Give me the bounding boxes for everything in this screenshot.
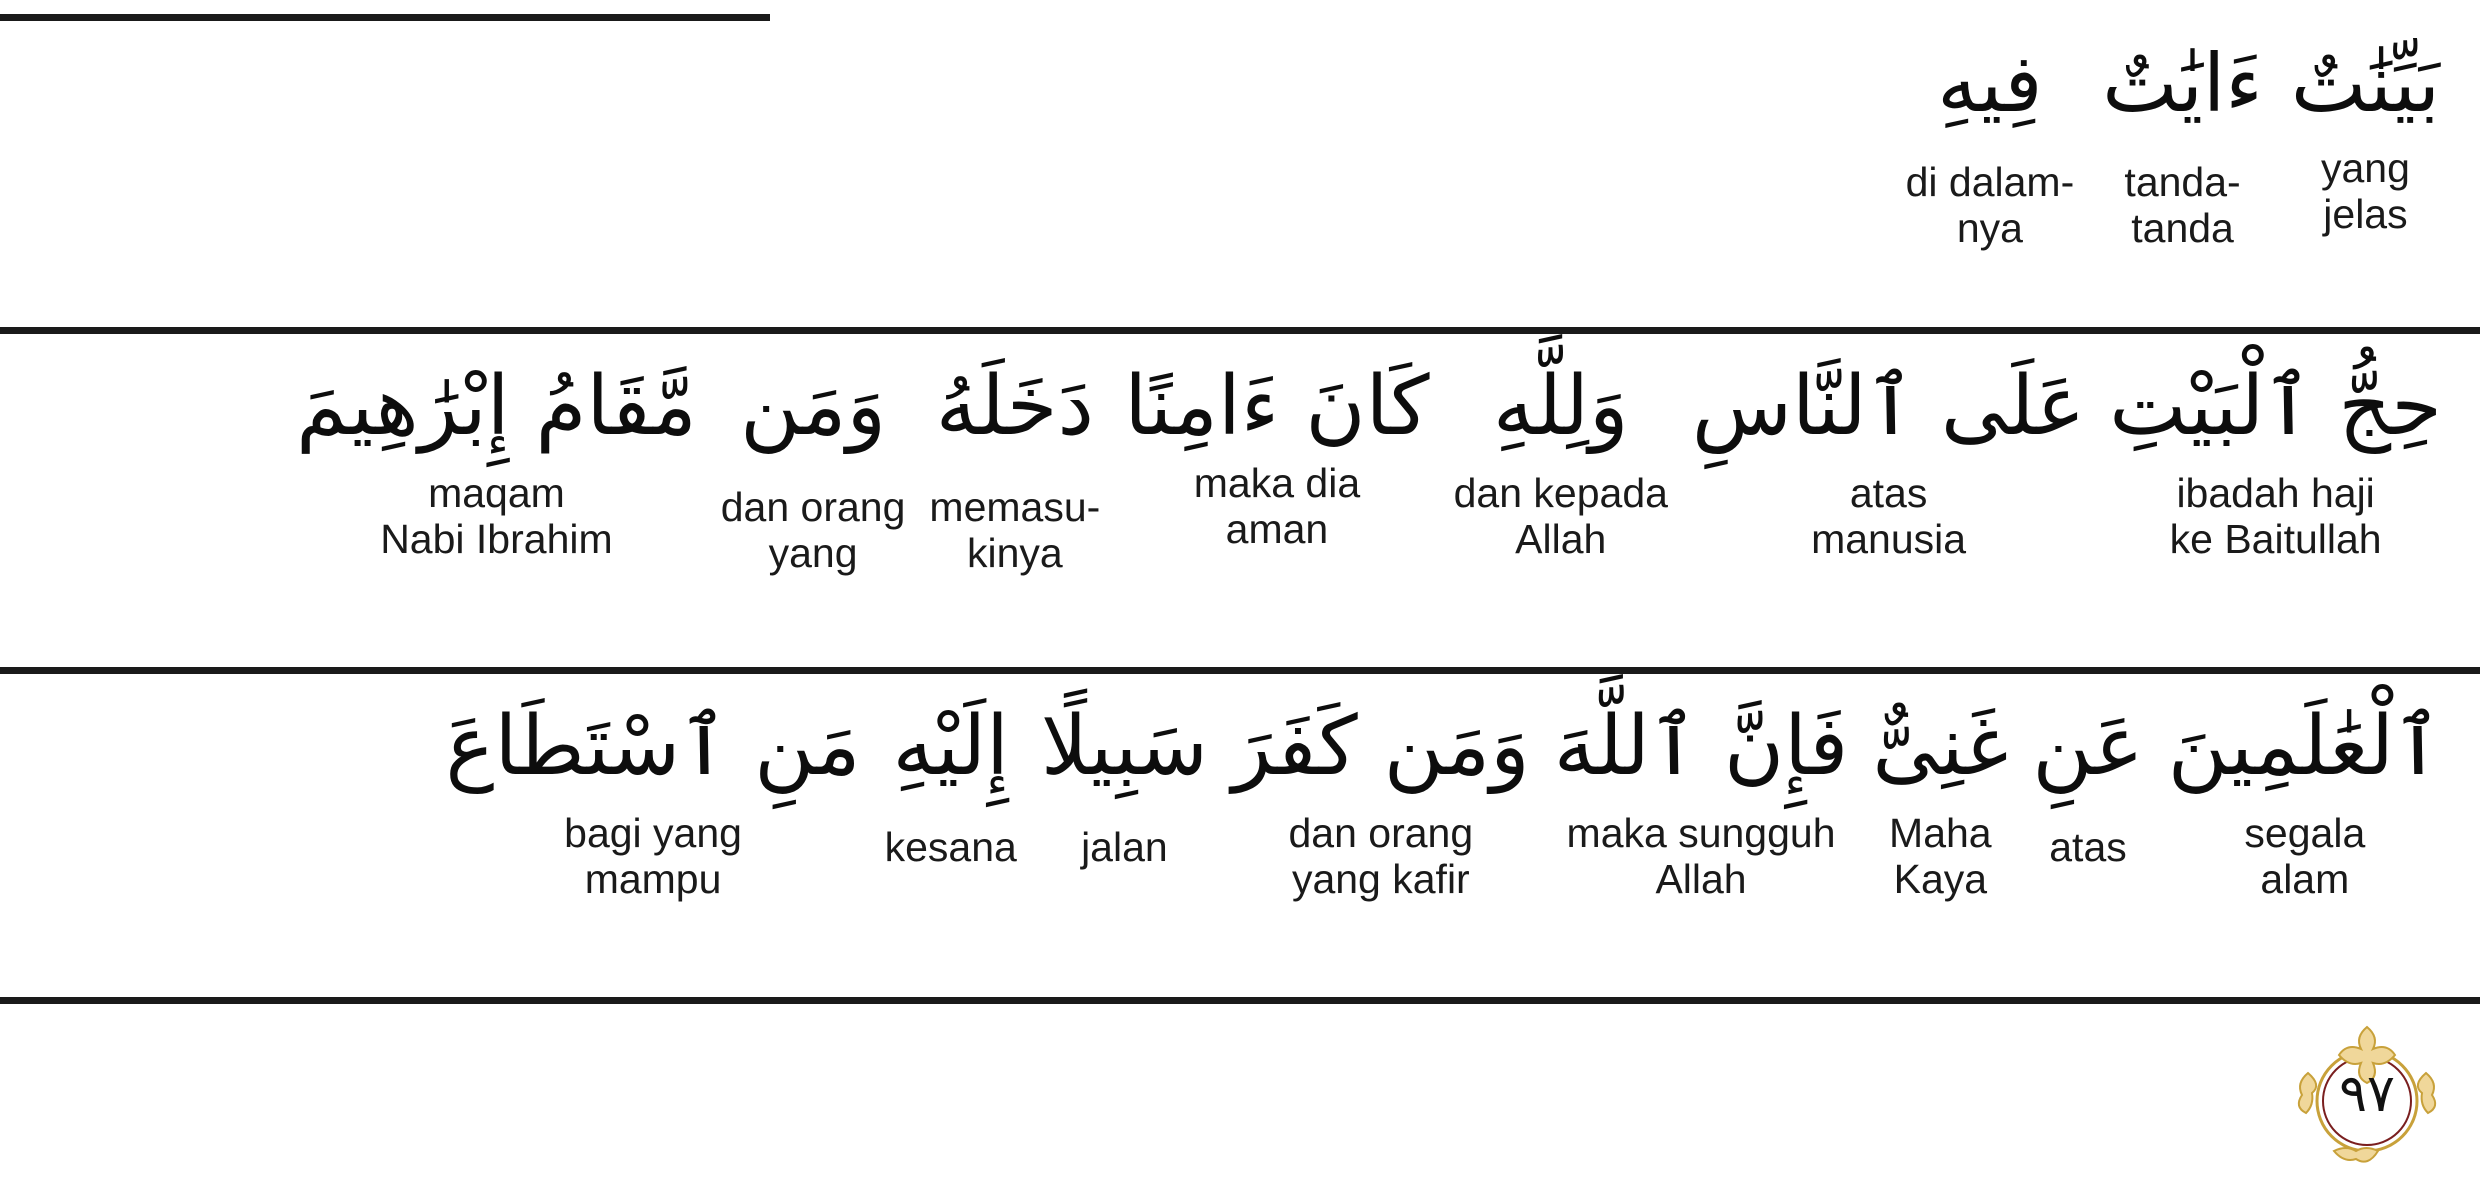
word-cell [2020, 688, 2155, 871]
word-cell [2088, 26, 2277, 252]
gloss-text: atas manusia [1811, 469, 1967, 562]
arabic-word: ٱلْعَٰلَمِينَ [2167, 699, 2442, 794]
word-cell [1029, 688, 1220, 871]
gloss-text: jalan [1081, 823, 1168, 870]
gloss-text: maka dia aman [1193, 459, 1361, 552]
arabic-word: عَلَى ٱلنَّاسِ [1691, 359, 2086, 454]
arabic-word: حِجُّ ٱلْبَيْتِ [2109, 359, 2442, 454]
gloss-text: dan orang yang kafir [1288, 809, 1474, 902]
word-row-2 [0, 334, 2480, 674]
word-row-1 [0, 0, 2480, 334]
word-cell [1892, 26, 2089, 252]
arabic-word: إِلَيْهِ [892, 699, 1009, 794]
word-cell [2277, 26, 2454, 238]
arabic-word: بَيِّنَٰتٌ [2290, 37, 2440, 130]
arabic-word: عَنِ [2032, 699, 2144, 794]
page-number-value: ٩٧ [2339, 1064, 2395, 1124]
gloss-text: yang jelas [2320, 145, 2410, 237]
gloss-text: ibadah haji ke Baitullah [2169, 469, 2382, 562]
page-number-ornament [2282, 1009, 2452, 1179]
arabic-word: دَخَلَهُ [935, 359, 1095, 454]
arabic-word: وَمَن [740, 359, 887, 454]
gloss-text: Maha Kaya [1889, 809, 1992, 902]
arabic-word: غَنِىٌّ [1872, 699, 2009, 794]
arabic-word: فِيهِ [1937, 37, 2043, 130]
arabic-word: مَّقَامُ إِبْرَٰهِيمَ [296, 359, 697, 454]
gloss-text: tanda- tanda [2124, 159, 2241, 251]
word-cell [873, 688, 1029, 871]
gloss-text: maqam Nabi Ibrahim [380, 469, 613, 562]
arabic-word: ءَايَٰتٌ [2102, 37, 2263, 130]
word-cell [917, 348, 1112, 577]
arabic-word: فَإِنَّ ٱللَّهَ [1553, 699, 1849, 794]
word-cell [2156, 688, 2454, 903]
gloss-text: bagi yang mampu [564, 809, 742, 902]
word-cell [434, 688, 873, 903]
gloss-text: di dalam- nya [1905, 159, 2075, 251]
gloss-text: dan kepada Allah [1453, 469, 1668, 562]
word-cell [1220, 688, 1542, 903]
gloss-text: maka sungguh Allah [1566, 809, 1836, 902]
gloss-text: memasu- kinya [929, 483, 1101, 576]
word-cell [1542, 688, 1861, 903]
gloss-text: segala alam [2244, 809, 2366, 902]
arabic-word: مَنِ ٱسْتَطَاعَ [445, 699, 861, 794]
gloss-text: dan orang yang [720, 483, 906, 576]
word-cell [1680, 348, 2097, 563]
gloss-text: atas [2049, 823, 2127, 870]
arabic-word: وَلِلَّهِ [1492, 359, 1629, 454]
word-cell [709, 348, 918, 577]
word-row-3 [0, 674, 2480, 1004]
word-cell [284, 348, 709, 563]
word-cell [1112, 348, 1441, 553]
gloss-text: kesana [884, 823, 1017, 870]
arabic-word: وَمَن كَفَرَ [1231, 699, 1530, 794]
word-cell [1860, 688, 2020, 903]
arabic-word: كَانَ ءَامِنًا [1124, 359, 1430, 454]
word-cell [2097, 348, 2454, 563]
word-cell [1442, 348, 1680, 563]
arabic-word: سَبِيلًا [1040, 699, 1208, 794]
